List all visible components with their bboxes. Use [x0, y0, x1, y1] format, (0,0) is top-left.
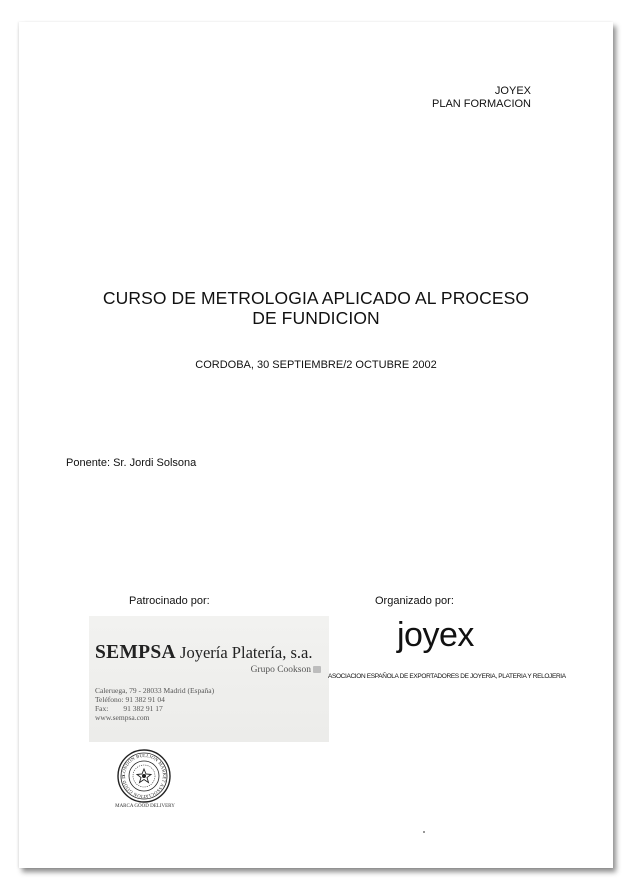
header-org: JOYEX — [494, 85, 531, 97]
seal-caption: MARCA GOOD DELIVERY — [115, 804, 175, 809]
sempsa-logo — [95, 642, 312, 664]
seal-ring-text: LONDON BULLION MARKET ASSOCIATION GOOD D — [120, 752, 168, 800]
sempsa-logo-rest: Joyería Platería, s.a. — [175, 643, 313, 662]
sponsor-label: Patrocinado por: — [129, 595, 210, 607]
good-delivery-seal-icon — [117, 749, 171, 803]
course-title — [19, 288, 613, 328]
grupo-cookson — [251, 665, 321, 675]
cookson-mark-icon — [313, 666, 321, 673]
address-web: www.sempsa.com — [95, 713, 150, 722]
header-block — [432, 85, 531, 111]
date-location: CORDOBA, 30 SEPTIEMBRE/2 OCTUBRE 2002 — [195, 359, 437, 371]
header-plan: PLAN FORMACION — [431, 98, 531, 110]
address-street: Caleruega, 79 - 28033 Madrid (España) — [95, 686, 215, 695]
grupo-cookson-text: Grupo Cookson — [250, 665, 311, 675]
speaker: Ponente: Sr. Jordi Solsona — [66, 457, 197, 469]
course-title-line-1: CURSO DE METROLOGIA APLICADO AL PROCESO — [102, 288, 530, 308]
sempsa-address — [95, 686, 214, 722]
address-fax: Fax: 91 382 91 17 — [95, 704, 163, 713]
document-page — [19, 22, 613, 868]
sempsa-logo-block — [89, 616, 329, 742]
sempsa-logo-bold: SEMPSA — [95, 642, 176, 663]
joyex-logo: joyex — [397, 616, 474, 654]
speck — [423, 831, 425, 833]
address-phone: Teléfono: 91 382 91 04 — [95, 695, 165, 704]
course-title-line-2: DE FUNDICION — [252, 308, 380, 328]
joyex-full-name: ASOCIACION ESPAÑOLA DE EXPORTADORES DE JOYERIA, PLATERIA Y RELOJERIA — [328, 673, 566, 680]
organizer-label: Organizado por: — [375, 595, 454, 607]
